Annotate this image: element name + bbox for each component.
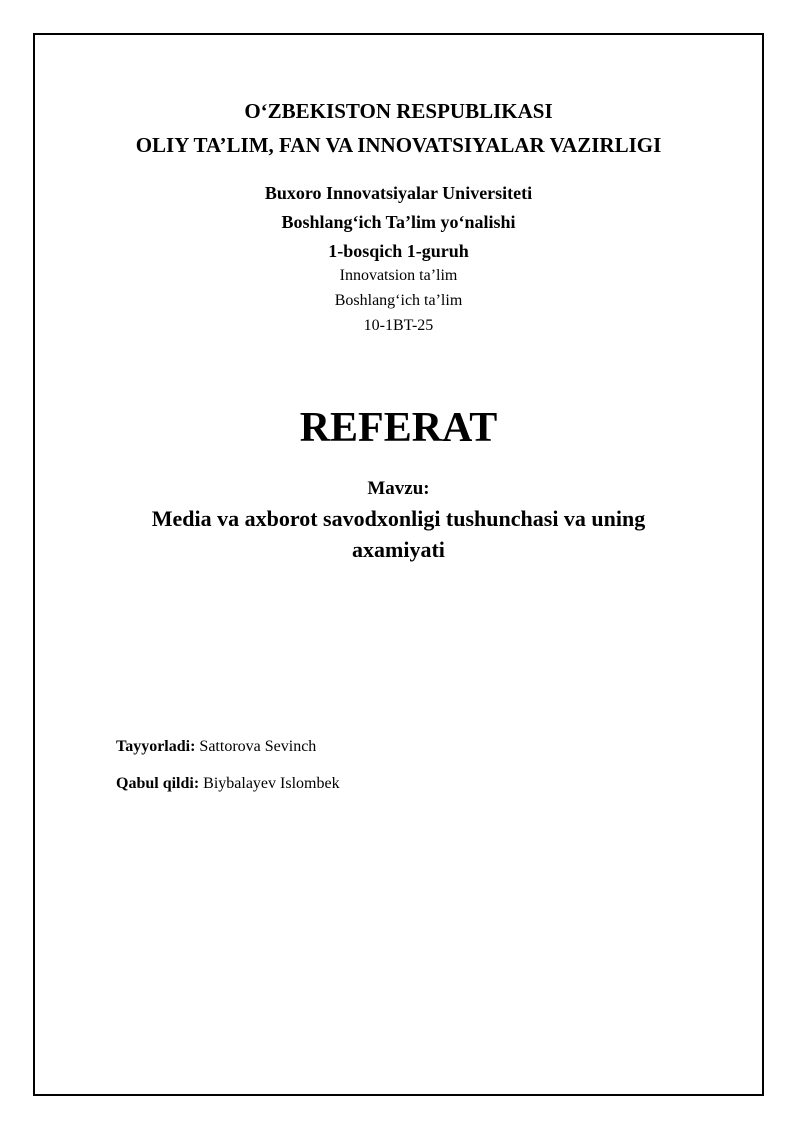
prepared-by-line [116,737,316,757]
subject-name: Innovatsion ta’lim [339,267,458,284]
ministry-heading: OLIY TA’LIM, FAN VA INNOVATSIYALAR VAZIRLIGI [135,133,662,157]
accepted-by-name: Biybalayev Islombek [203,775,340,792]
topic-title-line-2: axamiyati [352,537,445,562]
accepted-by-label: Qabul qildi: [116,775,200,792]
university-name: Buxoro Innovatsiyalar Universiteti [264,183,533,203]
topic-title-line-1: Media va axborot savodxonligi tushunchasi va uning [151,506,646,531]
topic-label: Mavzu: [367,478,430,499]
accepted-by-line [116,774,340,794]
direction-name: Boshlang‘ich Ta’lim yo‘nalishi [281,212,516,232]
country-heading: O‘ZBEKISTON RESPUBLIKASI [244,99,553,123]
document-type-title: REFERAT [299,405,498,451]
course-group: 1-bosqich 1-guruh [328,241,469,261]
field-name: Boshlang‘ich ta’lim [334,292,463,309]
group-code: 10-1BT-25 [363,317,434,334]
prepared-by-name: Sattorova Sevinch [199,738,317,755]
prepared-by-label: Tayyorladi: [116,738,196,755]
